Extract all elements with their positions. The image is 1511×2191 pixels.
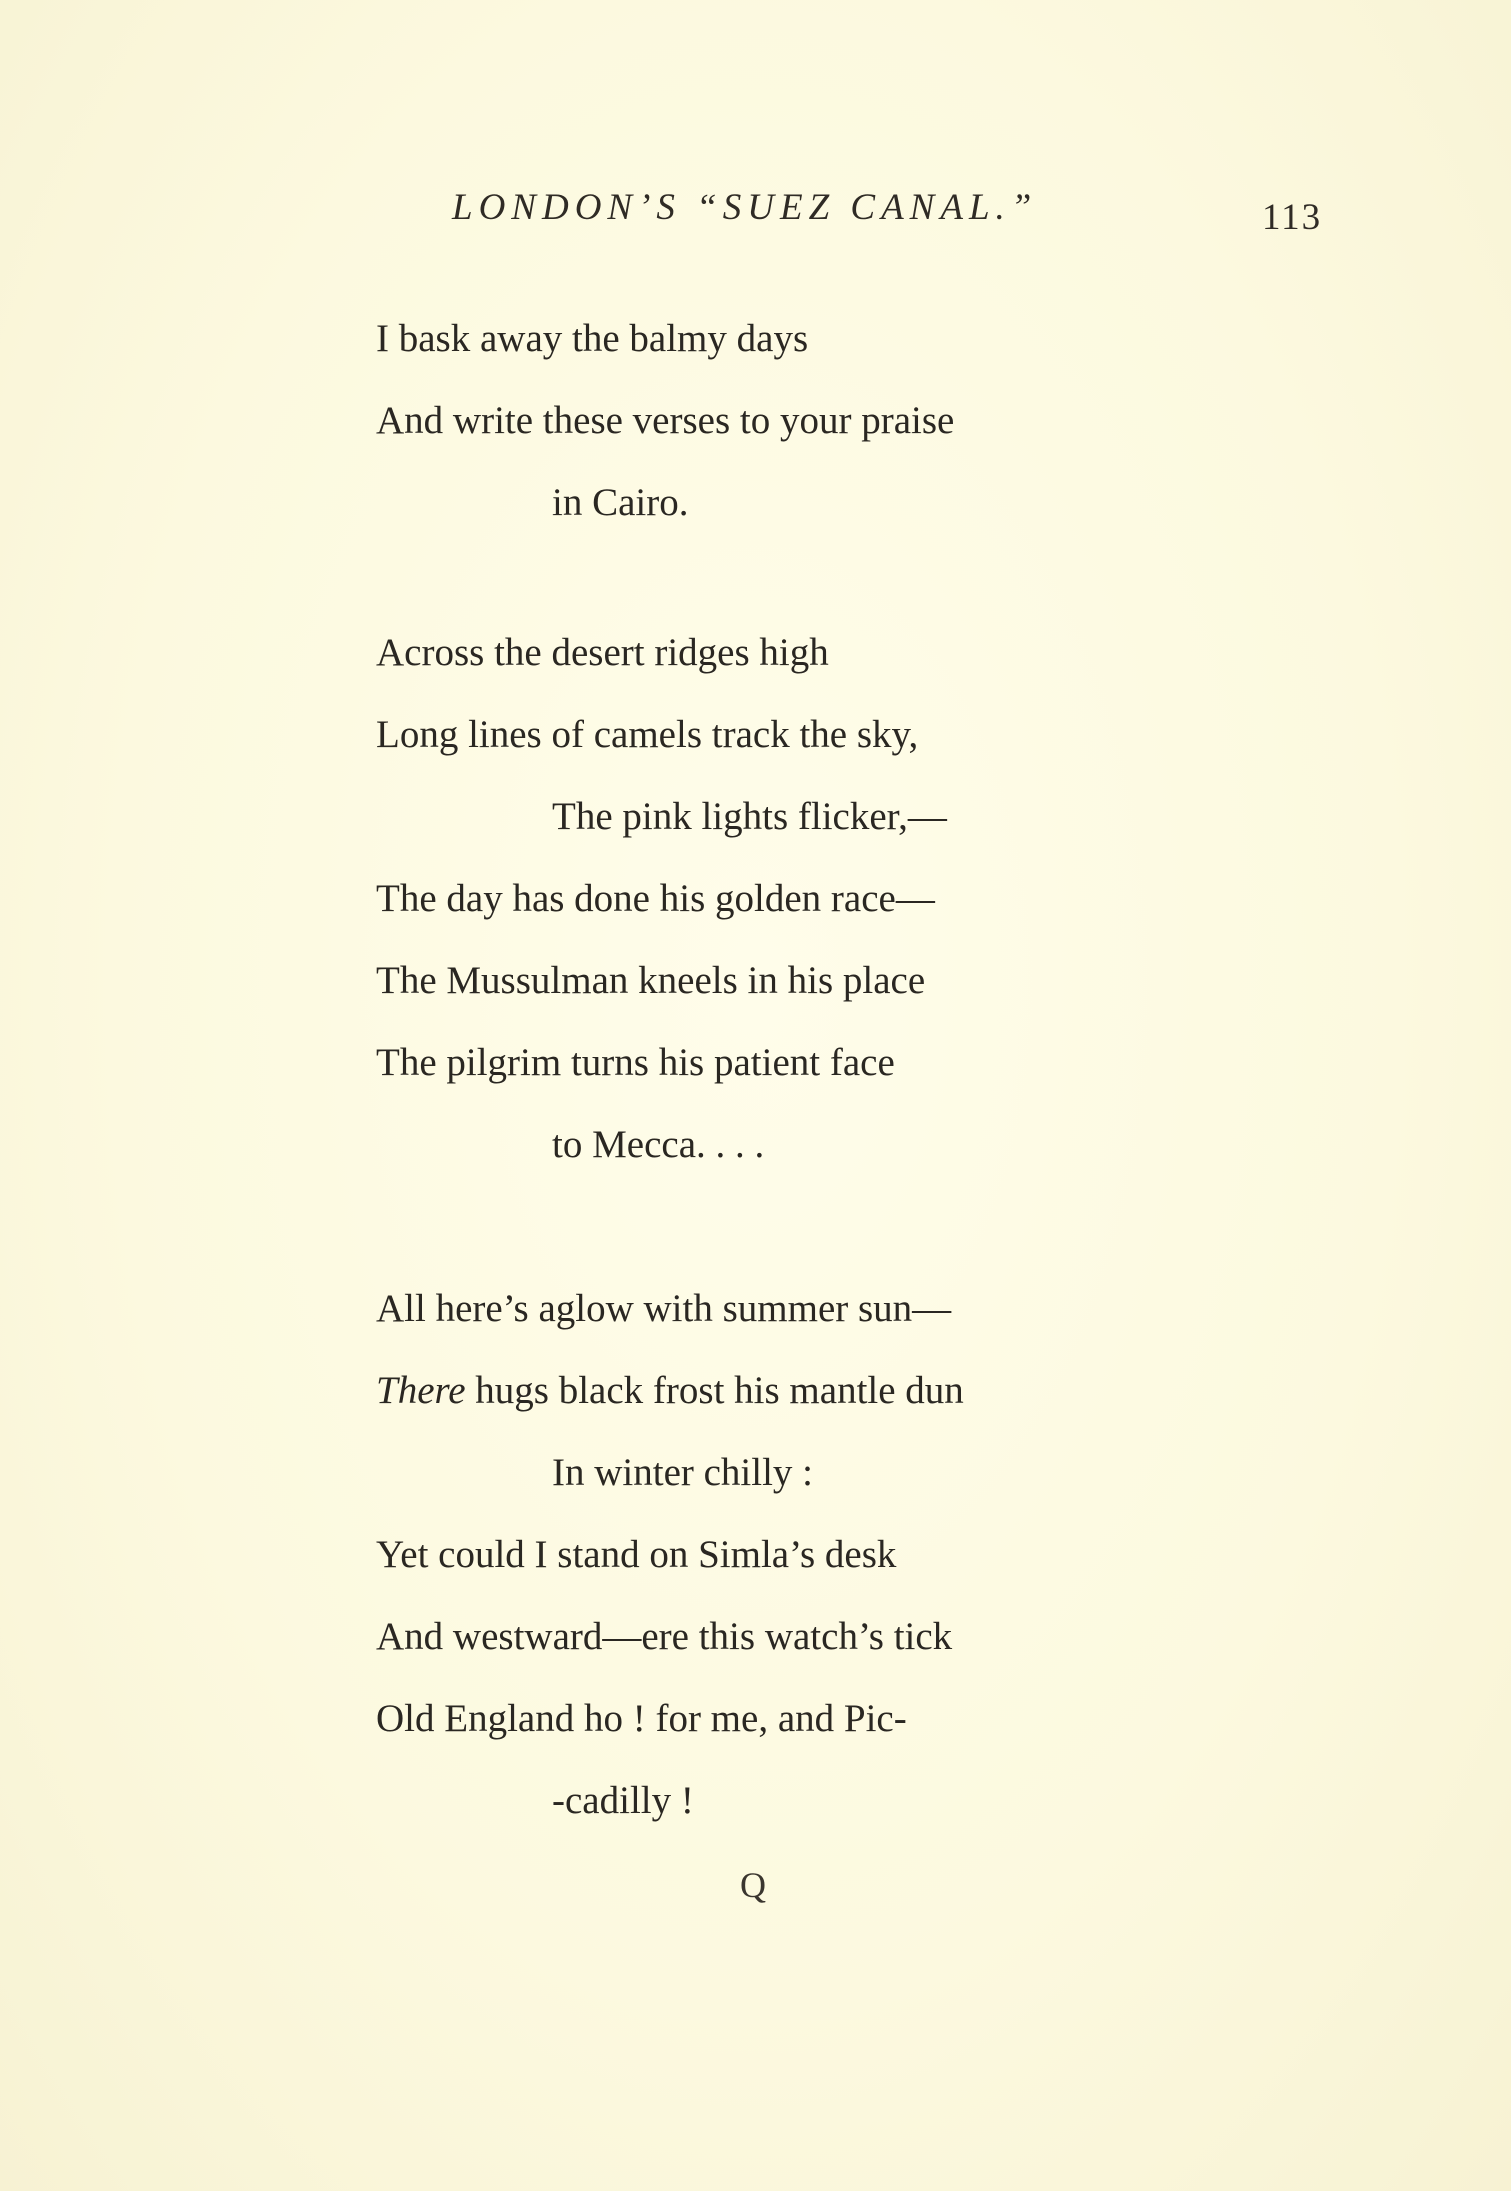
poem-line: And westward—ere this watch’s tick: [376, 1615, 953, 1658]
poem-line-refrain: to Mecca. . . .: [552, 1123, 765, 1166]
running-head-title: LONDON’S “SUEZ CANAL.”: [452, 187, 1038, 228]
poem-line: The pilgrim turns his patient face: [376, 1041, 895, 1084]
poem-line-refrain: in Cairo.: [552, 481, 689, 524]
poem-line: The day has done his golden race—: [376, 877, 935, 920]
poem-line-refrain: In winter chilly :: [552, 1451, 814, 1494]
poem-line: All here’s aglow with summer sun—: [376, 1287, 952, 1330]
poem-line: I bask away the balmy days: [376, 317, 809, 360]
poem-line: And write these verses to your praise: [376, 399, 955, 442]
poem-line: [376, 1368, 964, 1413]
page-number: 113: [1262, 197, 1323, 238]
poem-line: Yet could I stand on Simla’s desk: [376, 1533, 897, 1576]
poem-line: Long lines of camels track the sky,: [376, 713, 919, 756]
poem-line: Across the desert ridges high: [376, 631, 829, 674]
poem-line: Old England ho ! for me, and Pic-: [376, 1697, 907, 1740]
poem-line-text: hugs black frost his mantle dun: [475, 1369, 964, 1412]
italic-word: There: [376, 1369, 466, 1412]
poem-line: The Mussulman kneels in his place: [376, 959, 926, 1002]
signature-mark: Q: [740, 1865, 766, 1905]
poem-line-refrain: The pink lights flicker,—: [552, 795, 947, 838]
poem-line-refrain: -cadilly !: [552, 1779, 694, 1822]
